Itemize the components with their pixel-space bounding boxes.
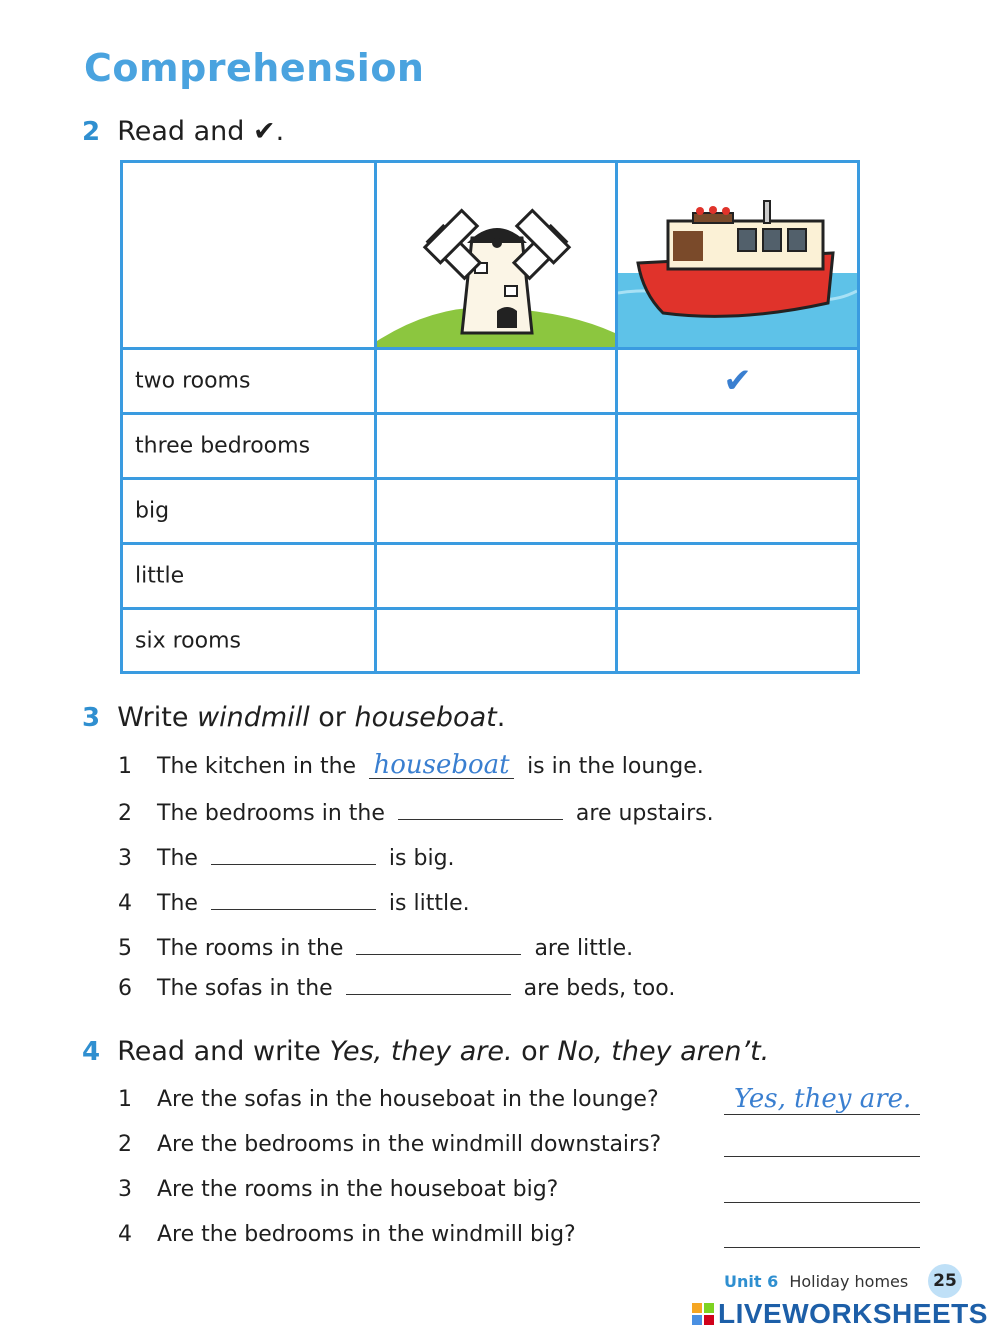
- row-label: little: [135, 563, 185, 589]
- item-number: 2: [118, 1132, 132, 1157]
- brand-footer: [692, 1298, 988, 1330]
- answer-line[interactable]: [724, 1217, 920, 1248]
- exercise-3-item: [118, 842, 455, 871]
- heading-word: windmill: [197, 702, 310, 733]
- unit-number: Unit 6: [724, 1272, 779, 1291]
- exercise-4-item: [118, 1177, 558, 1202]
- heading-text: .: [496, 702, 506, 733]
- exercise-3-item: [118, 972, 675, 1001]
- liveworksheets-logo-icon: [692, 1303, 714, 1325]
- item-text-after: are beds, too.: [523, 976, 676, 1001]
- item-number: 2: [118, 801, 132, 826]
- row-label: three bedrooms: [135, 433, 311, 459]
- heading-text: Read and write: [117, 1036, 330, 1067]
- table-row: [120, 542, 377, 610]
- item-text-after: are little.: [534, 936, 634, 961]
- item-text-before: The bedrooms in the: [157, 801, 385, 826]
- exercise-3-item: [118, 797, 714, 826]
- brand-name: LIVEWORKSHEETS: [718, 1298, 988, 1329]
- comparison-table: [120, 160, 860, 674]
- page-number-badge: 25: [928, 1264, 962, 1298]
- answer-blank[interactable]: [398, 797, 563, 820]
- check-cell-houseboat[interactable]: [615, 607, 860, 674]
- check-cell-houseboat[interactable]: [615, 542, 860, 610]
- page-title: Comprehension: [84, 46, 425, 90]
- check-cell-windmill[interactable]: [374, 477, 618, 545]
- answer-text: houseboat: [373, 750, 510, 780]
- item-text-before: The: [157, 891, 198, 916]
- answer-line[interactable]: [724, 1172, 920, 1203]
- heading-text: or: [309, 702, 355, 733]
- item-number: 3: [118, 1177, 132, 1202]
- section-number: 3: [82, 703, 101, 733]
- heading-phrase: No, they aren’t.: [557, 1036, 770, 1067]
- row-label: two rooms: [135, 368, 251, 394]
- section-instruction: [117, 702, 505, 733]
- section-instruction: [117, 1036, 769, 1067]
- item-number: 5: [118, 936, 132, 961]
- item-number: 1: [118, 754, 132, 779]
- check-cell-windmill[interactable]: [374, 607, 618, 674]
- exercise-3-item: [118, 887, 470, 916]
- houseboat-image: [618, 163, 857, 347]
- item-number: 4: [118, 891, 132, 916]
- check-cell-houseboat[interactable]: [615, 347, 860, 415]
- heading-phrase: Yes, they are.: [329, 1036, 513, 1067]
- exercise-3-item: [118, 750, 704, 779]
- answer-blank[interactable]: [211, 887, 376, 910]
- section-2-heading: [82, 116, 284, 147]
- unit-topic: Holiday homes: [789, 1272, 909, 1291]
- footer-unit-label: [724, 1272, 908, 1291]
- heading-word: houseboat: [354, 702, 497, 733]
- item-number: 4: [118, 1222, 132, 1247]
- check-cell-windmill[interactable]: [374, 347, 618, 415]
- check-cell-houseboat[interactable]: [615, 477, 860, 545]
- item-text-after: is in the lounge.: [527, 754, 704, 779]
- exercise-3-item: [118, 932, 633, 961]
- heading-text: Write: [117, 702, 198, 733]
- answer-text: Yes, they are.: [734, 1084, 912, 1114]
- exercise-4-item: [118, 1132, 661, 1157]
- section-number: 4: [82, 1037, 101, 1067]
- item-text-after: are upstairs.: [575, 801, 714, 826]
- question-text: Are the bedrooms in the windmill downstairs?: [157, 1132, 662, 1157]
- question-text: Are the rooms in the houseboat big?: [157, 1177, 559, 1202]
- table-row: [120, 477, 377, 545]
- item-number: 1: [118, 1087, 132, 1112]
- item-text-before: The sofas in the: [157, 976, 333, 1001]
- table-row: [120, 347, 377, 415]
- section-4-heading: [82, 1036, 769, 1067]
- section-instruction: Read and ✔.: [117, 116, 285, 147]
- check-cell-windmill[interactable]: [374, 542, 618, 610]
- item-text-before: The: [157, 846, 198, 871]
- question-text: Are the bedrooms in the windmill big?: [157, 1222, 576, 1247]
- answer-blank[interactable]: [356, 932, 521, 955]
- heading-text: or: [512, 1036, 558, 1067]
- item-text-after: is little.: [388, 891, 470, 916]
- houseboat-image-cell: [615, 160, 860, 350]
- answer-line[interactable]: [724, 1126, 920, 1157]
- check-cell-houseboat[interactable]: [615, 412, 860, 480]
- check-mark: ✔: [723, 361, 752, 401]
- table-row: [120, 607, 377, 674]
- item-text-after: is big.: [388, 846, 455, 871]
- answer-blank[interactable]: [369, 750, 514, 779]
- answer-blank[interactable]: [211, 842, 376, 865]
- table-header-empty: [120, 160, 377, 350]
- item-text-before: The kitchen in the: [157, 754, 357, 779]
- item-text-before: The rooms in the: [157, 936, 344, 961]
- row-label: six rooms: [135, 628, 241, 653]
- item-number: 3: [118, 846, 132, 871]
- section-3-heading: [82, 702, 505, 733]
- item-number: 6: [118, 976, 132, 1001]
- check-cell-windmill[interactable]: [374, 412, 618, 480]
- row-label: big: [135, 498, 170, 524]
- answer-blank[interactable]: [346, 972, 511, 995]
- exercise-4-item: [118, 1087, 659, 1112]
- windmill-image-cell: [374, 160, 618, 350]
- windmill-image: [377, 163, 615, 347]
- question-text: Are the sofas in the houseboat in the lounge?: [157, 1087, 659, 1112]
- answer-line[interactable]: [724, 1080, 920, 1115]
- exercise-4-item: [118, 1222, 576, 1247]
- table-row: [120, 412, 377, 480]
- section-number: 2: [82, 117, 101, 147]
